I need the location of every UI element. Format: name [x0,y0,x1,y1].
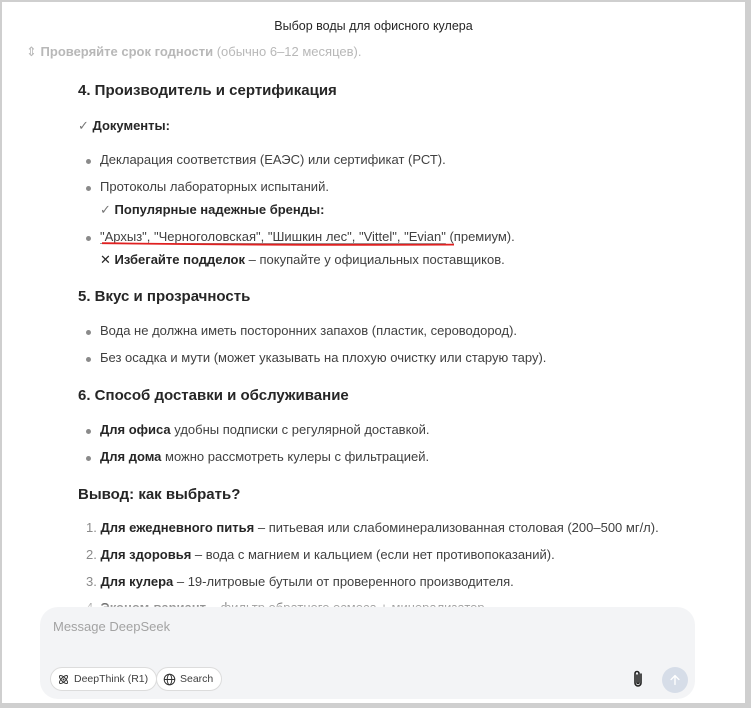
ordered-list-item [86,520,659,535]
avoid-fakes-row [100,252,505,268]
list-item: Декларация соответствия (ЕАЭС) или сертификат (РСТ). [100,152,446,167]
item-number: 1. [86,520,97,535]
item-rest: – вода с магнием и кальцием (если нет противопоказаний). [191,547,555,562]
tip-bold: Проверяйте срок годности [40,44,214,59]
paperclip-icon[interactable] [630,669,646,689]
item-rest: можно рассмотреть кулеры с фильтрацией. [161,449,430,464]
item-rest: – питьевая или слабоминерализованная столовая (200–500 мг/л). [254,520,659,535]
chat-title: Выбор воды для офисного кулера [274,19,473,33]
item-number: 3. [86,574,97,589]
list-item: Вода не должна иметь посторонних запахов (пластик, сероводород). [100,323,518,338]
message-input[interactable] [52,619,612,634]
search-button[interactable] [156,667,222,691]
avoid-bold: Избегайте подделок [114,252,246,267]
brands-label-row [100,202,324,218]
ordered-list-item [86,547,555,562]
arrow-updown-icon: ⇕ [26,44,37,59]
check-icon: ✓ [100,202,111,217]
send-button[interactable] [662,667,688,693]
tip-rest: (обычно 6–12 месяцев). [213,44,362,59]
item-bold: Для дома [100,449,162,464]
conclusion-heading: Вывод: как выбрать? [78,486,241,503]
list-item [100,422,430,437]
section-heading-5: 5. Вкус и прозрачность [78,288,251,305]
item-bold: Для ежедневного питья [100,520,255,535]
deepthink-button[interactable] [50,667,157,691]
list-item [100,449,429,464]
avoid-rest: – покупайте у официальных поставщиков. [245,252,505,267]
message-composer [40,607,695,699]
globe-icon [163,673,176,686]
section-heading-6: 6. Способ доставки и обслуживание [78,387,349,404]
item-number: 2. [86,547,97,562]
brands-label: Популярные надежные бренды: [114,202,325,217]
list-item: Протоколы лабораторных испытаний. [100,179,329,194]
brands-suffix: (премиум). [445,229,515,244]
item-bold: Для кулера [100,574,174,589]
atom-icon [57,673,70,686]
item-rest: удобны подписки с регулярной доставкой. [170,422,430,437]
deepthink-label: DeepThink (R1) [74,673,149,685]
chat-window [2,2,745,703]
item-bold: Для здоровья [100,547,192,562]
cross-icon: ✕ [100,252,111,267]
brands-list: "Архыз", "Черноголовская", "Шишкин лес", "Vittel", "Evian" [100,229,446,244]
faded-tip-line [26,44,361,60]
ordered-list-item [86,574,514,589]
check-icon: ✓ [78,118,89,133]
search-label: Search [180,673,214,685]
arrow-up-icon [668,673,682,687]
item-bold: Для офиса [100,422,171,437]
documents-label-row [78,118,170,134]
section-heading-4: 4. Производитель и сертификация [78,82,337,99]
list-item: Без осадка и мути (может указывать на плохую очистку или старую тару). [100,350,547,365]
documents-label: Документы: [92,118,170,133]
item-rest: – 19-литровые бутыли от проверенного производителя. [173,574,514,589]
red-annotation-underline [102,242,454,246]
